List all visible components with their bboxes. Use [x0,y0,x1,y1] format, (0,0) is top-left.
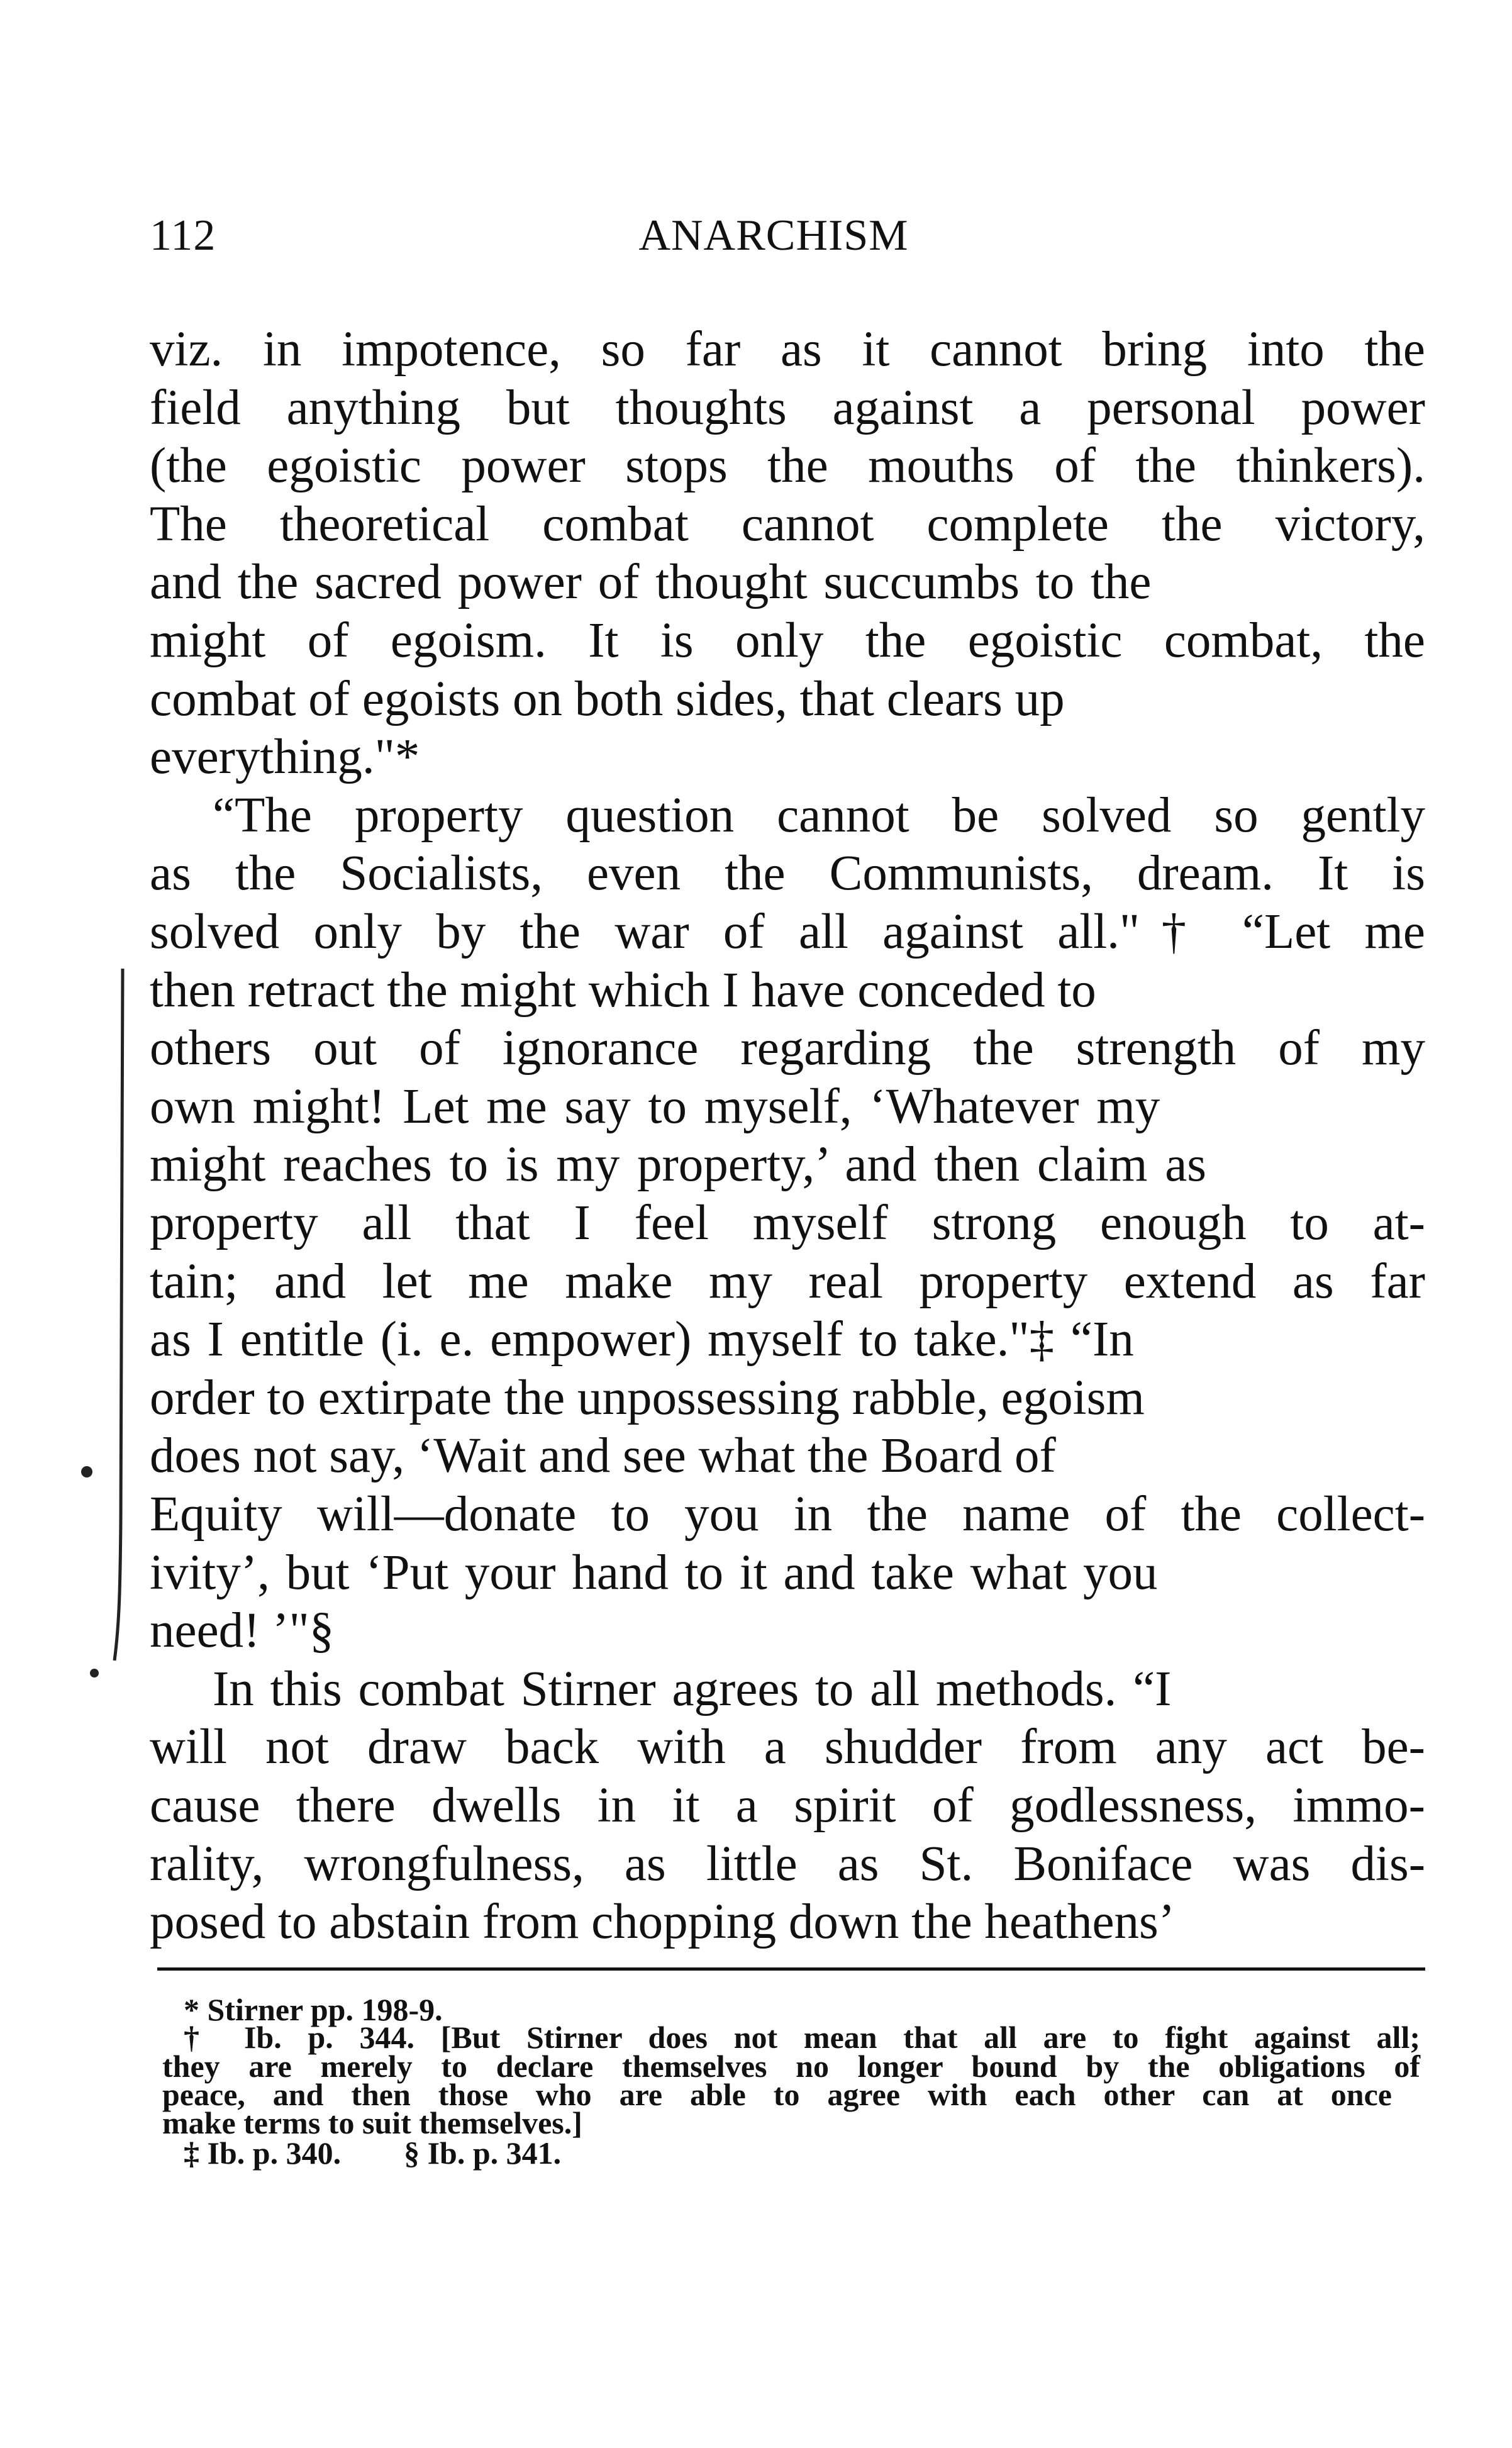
text-line: The theoretical combat cannot complete the victory, [150,497,1425,552]
footnote: peace, and then those who are able to agree with each other can at once [162,2077,1392,2112]
text-line: as I entitle (i. e. empower) myself to take."‡ “In [150,1312,1134,1367]
text-line: will not draw back with a shudder from any act be- [150,1720,1425,1774]
text-line: posed to abstain from chopping down the heathens’ [150,1894,1176,1949]
margin-pencil-mark [75,956,151,1686]
footnote: they are merely to declare themselves no longer bound by the obligations of [162,2049,1420,2084]
text-line: combat of egoists on both sides, that clears up [150,672,1065,726]
text-line: Equity will—donate to you in the name of the collect- [150,1487,1425,1542]
page-number: 112 [150,211,216,260]
text-line: solved only by the war of all against all."† “Let me [150,904,1425,959]
text-line: ivity’, but ‘Put your hand to it and take what you [150,1545,1158,1600]
text-line: viz. in impotence, so far as it cannot bring into the [150,322,1425,377]
text-line: everything."* [150,730,420,784]
text-line: need! ’"§ [150,1603,335,1658]
footnote: † Ib. p. 344. [But Stirner does not mean that all are to fight against all; [184,2020,1420,2055]
text-line: then retract the might which I have conceded to [150,963,1096,1018]
text-line: and the sacred power of thought succumbs to the [150,555,1152,609]
footnote-rule [157,1967,1425,1971]
text-line: cause there dwells in it a spirit of godlessness, immo- [150,1778,1425,1833]
text-line: property all that I feel myself strong enough to at- [150,1196,1425,1250]
footnote: ‡ Ib. p. 340. § Ib. p. 341. [184,2135,562,2171]
footnote: * Stirner pp. 198-9. [184,1992,443,2027]
text-line: others out of ignorance regarding the strength of my [150,1021,1425,1076]
text-line: might reaches to is my property,’ and then claim as [150,1137,1207,1192]
text-line: own might! Let me say to myself, ‘Whatever my [150,1079,1160,1134]
text-line: “The property question cannot be solved so gently [213,788,1425,843]
text-line: (the egoistic power stops the mouths of the thinkers). [150,438,1425,493]
text-line: as the Socialists, even the Communists, dream. It is [150,846,1425,901]
text-line: In this combat Stirner agrees to all methods. “I [213,1662,1172,1716]
text-line: tain; and let me make my real property extend as far [150,1254,1425,1309]
text-line: might of egoism. It is only the egoistic combat, the [150,613,1425,668]
footnote: make terms to suit themselves.] [162,2105,582,2140]
text-line: does not say, ‘Wait and see what the Board of [150,1428,1056,1483]
text-line: field anything but thoughts against a personal power [150,381,1425,435]
running-title: ANARCHISM [638,211,909,260]
text-line: order to extirpate the unpossessing rabble, egoism [150,1371,1145,1425]
text-line: rality, wrongfulness, as little as St. Boniface was dis- [150,1837,1425,1891]
